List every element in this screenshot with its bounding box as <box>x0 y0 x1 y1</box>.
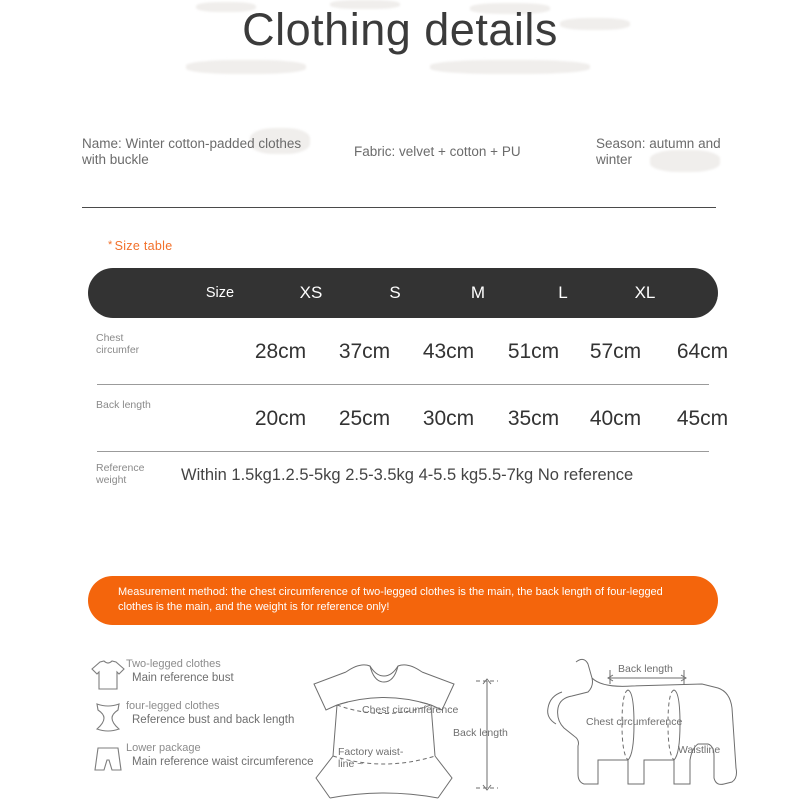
back-s: 25cm <box>338 407 391 430</box>
back-xl: 40cm <box>589 407 642 430</box>
legend-title: Lower package <box>126 742 201 754</box>
row-label-chest: Chest circumfer <box>96 332 140 356</box>
weight-xl: 5.5-7kg <box>478 466 534 484</box>
product-season: Season: autumn and winter <box>596 136 721 167</box>
chest-l: 51cm <box>507 340 560 363</box>
legend-title: four-legged clothes <box>126 700 220 712</box>
header-size-l: L <box>558 283 568 302</box>
diagrams-area <box>0 648 800 800</box>
size-table <box>88 268 750 499</box>
shirt-chest-label: Chest circumference <box>362 704 459 716</box>
chest-xs: 28cm <box>254 340 307 363</box>
measurement-method-banner: Measurement method: the chest circumference of two-legged clothes is the main, the back length of four-legged clothes is the main, and the weight is for reference only! <box>88 576 718 625</box>
size-table-caption <box>108 239 173 253</box>
legend-title: Two-legged clothes <box>126 658 221 670</box>
dog-diagram <box>532 648 782 800</box>
scan-artifact <box>430 60 590 74</box>
weight-l: 4-5.5 kg <box>418 466 479 484</box>
table-row-weight <box>88 452 718 499</box>
legend-subtitle: Main reference waist circumference <box>132 756 314 768</box>
shirt-diagram-svg <box>300 648 530 800</box>
legend-subtitle: Main reference bust <box>132 672 234 684</box>
section-divider <box>82 207 716 208</box>
legend <box>88 658 318 784</box>
weight-xs: Within 1.5kg <box>181 466 272 484</box>
product-name: Name: Winter cotton-padded clothes with buckle <box>82 136 302 167</box>
list-item <box>88 742 318 784</box>
legend-text-group <box>108 657 323 685</box>
weight-m: 2.5-3.5kg <box>345 466 414 484</box>
list-item <box>88 700 318 742</box>
weight-xxl: No reference <box>537 466 634 484</box>
dog-waist-label: Waistline <box>678 744 721 756</box>
back-m: 30cm <box>422 407 475 430</box>
page-title: Clothing details <box>242 4 558 55</box>
product-fabric: Fabric: velvet + cotton + PU <box>354 144 521 159</box>
legend-subtitle: Reference bust and back length <box>132 714 295 726</box>
shirt-back-label: Back length <box>453 727 508 739</box>
size-table-header-row <box>88 268 750 318</box>
weight-s: 1.2.5-5kg <box>271 466 341 484</box>
shirt-diagram <box>300 648 530 800</box>
weight-values <box>181 452 633 499</box>
row-label-back-length: Back length <box>96 399 151 411</box>
scan-artifact <box>186 60 306 74</box>
header-size-label: Size <box>205 285 235 301</box>
back-xs: 20cm <box>254 407 307 430</box>
shirt-waist-label-1: Factory waist- <box>338 746 404 758</box>
size-table-caption-text: Size table <box>114 239 173 253</box>
header-size-xxl: XXL <box>716 283 750 302</box>
list-item <box>88 658 318 700</box>
asterisk-icon: * <box>108 239 113 251</box>
back-xxl: 45cm <box>676 407 729 430</box>
chest-xl: 57cm <box>589 340 642 363</box>
legend-text-group <box>108 699 323 727</box>
legend-text-group <box>108 741 323 769</box>
back-l: 35cm <box>507 407 560 430</box>
chest-m: 43cm <box>422 340 475 363</box>
header-size-s: S <box>389 283 401 302</box>
product-info-row <box>82 133 721 178</box>
dog-back-label: Back length <box>618 663 673 675</box>
header-size-xl: XL <box>634 283 656 302</box>
table-row <box>88 385 729 452</box>
header-size-m: M <box>470 283 486 302</box>
row-label-reference-weight: Reference weight <box>96 462 145 486</box>
shirt-waist-label-2: line ~ <box>338 758 364 770</box>
chest-xxl: 64cm <box>676 340 729 363</box>
dog-chest-label: Chest circumference <box>586 716 683 728</box>
table-row <box>88 318 729 385</box>
chest-s: 37cm <box>338 340 391 363</box>
header-size-xs: XS <box>299 283 323 302</box>
